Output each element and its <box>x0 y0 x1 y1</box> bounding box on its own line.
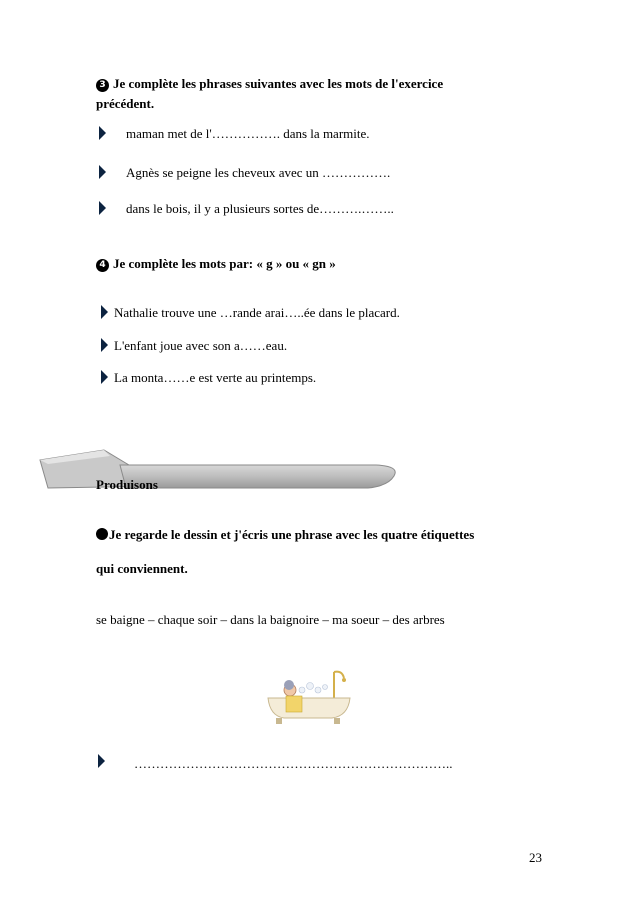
exercise4-item: Nathalie trouve une …rande arai…..ée dans le placard. <box>114 305 400 320</box>
exercise4-item: La monta……e est verte au printemps. <box>114 370 317 385</box>
bullet-dot-icon <box>96 528 108 540</box>
bullet-arrow-icon <box>99 201 106 215</box>
bullet-arrow-icon <box>101 305 108 319</box>
page-number: 23 <box>529 850 542 865</box>
bullet-arrow-icon <box>99 126 106 140</box>
exercise3-item: Agnès se peigne les cheveux avec un ……………. <box>126 165 391 180</box>
exercise4-item: L'enfant joue avec son a……eau. <box>114 338 288 353</box>
bullet-arrow-icon <box>101 370 108 384</box>
section-banner <box>36 446 406 496</box>
exercise4-title-text: Je complète les mots par: « g » ou « gn » <box>113 256 336 271</box>
section-title: Produisons <box>96 477 158 492</box>
exercise3-title-line1: Je complète les phrases suivantes avec les mots de l'exercice <box>113 76 444 91</box>
exercise5-title <box>96 527 474 543</box>
exercise-number-badge: 4 <box>96 259 109 272</box>
exercise3-title-line2: précédent. <box>96 96 155 111</box>
exercise3-item: maman met de l'……………. dans la marmite. <box>126 126 370 141</box>
bullet-arrow-icon <box>101 338 108 352</box>
exercise4-title <box>96 256 336 272</box>
bullet-arrow-icon <box>98 754 105 768</box>
exercise5-title-line1: Je regarde le dessin et j'écris une phrase avec les quatre étiquettes <box>109 527 475 542</box>
exercise3-item: dans le bois, il y a plusieurs sortes de……….…….. <box>126 201 394 216</box>
answer-line: ……………………………………………………………….. <box>134 756 453 771</box>
bathtub-illustration <box>262 668 358 730</box>
word-labels: se baigne – chaque soir – dans la baignoire – ma soeur – des arbres <box>96 612 445 627</box>
bullet-arrow-icon <box>99 165 106 179</box>
exercise-number-badge: 3 <box>96 79 109 92</box>
exercise3-title <box>96 76 443 92</box>
exercise5-title-line2: qui conviennent. <box>96 561 188 576</box>
